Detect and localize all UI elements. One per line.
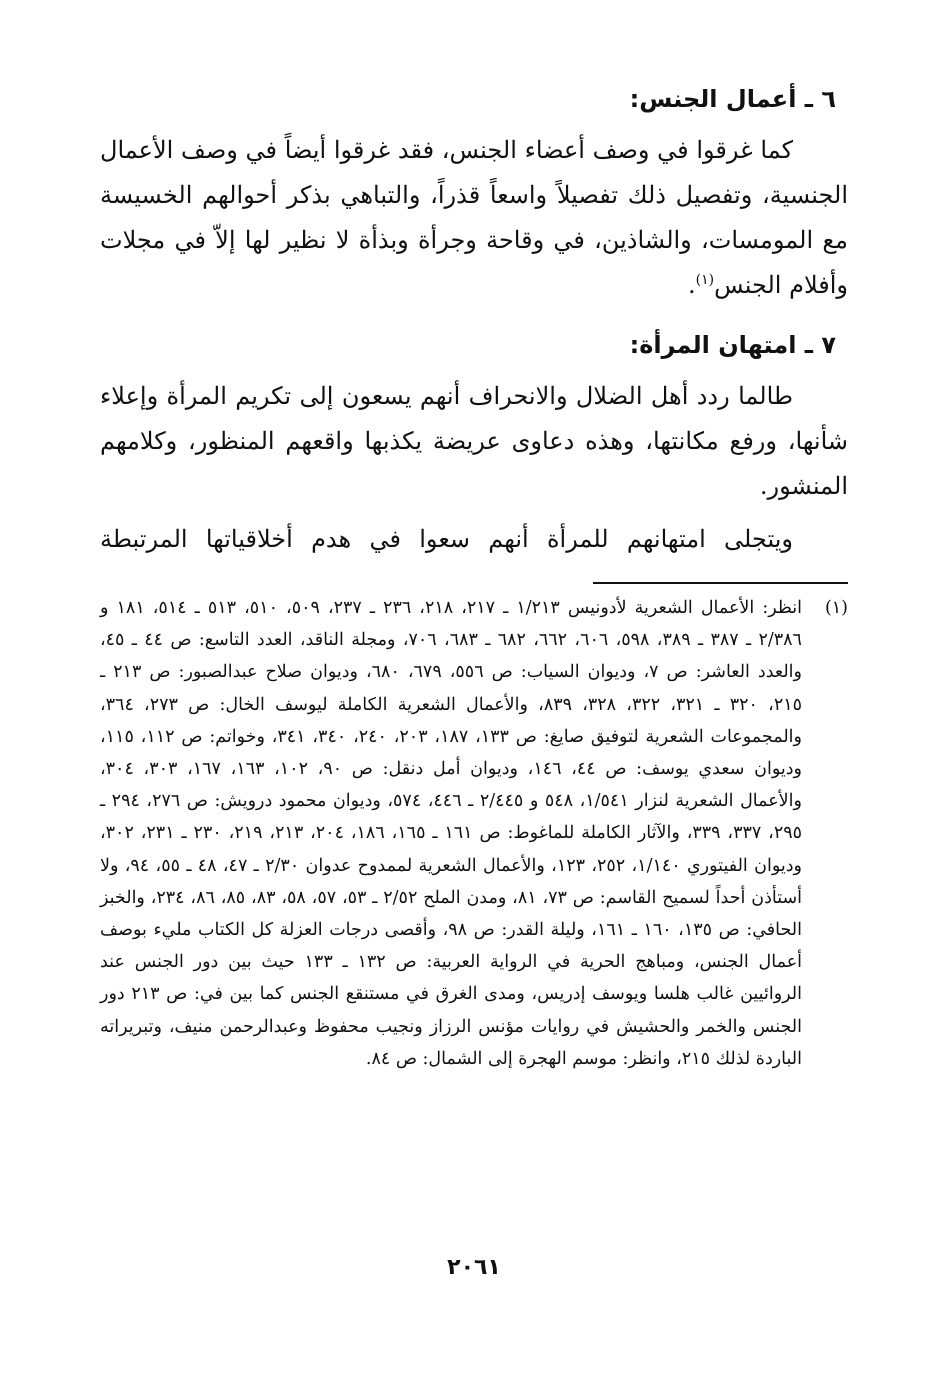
footnote <box>100 592 848 1075</box>
page-body <box>100 70 848 1075</box>
paragraph-women-claims: طالما ردد أهل الضلال والانحراف أنهم يسعون إلى تكريم المرأة وإعلاء شأنها، ورفع مكانتها، وهذه دعاوى عريضة يكذبها واقعهم المنظور، وكلامهم المنشور. <box>100 382 848 500</box>
page-number: ٢٠٦١ <box>447 1255 501 1280</box>
section-heading-sex-acts: ٦ ـ أعمال الجنس: <box>629 85 836 113</box>
paragraph-end-mark: . <box>688 271 696 299</box>
footnote-reference: (١) <box>695 272 715 288</box>
footnote-marker: (١) <box>824 598 848 618</box>
footnote-separator <box>593 582 848 584</box>
paragraph-women-continued: ويتجلى امتهانهم للمرأة أنهم سعوا في هدم أخلاقياتها المرتبطة <box>100 525 793 553</box>
paragraph-sex-acts <box>100 128 848 308</box>
footnote-text: انظر: الأعمال الشعرية لأدونيس ١/٢١٣ ـ ٢١٧، ٢١٨، ٢٣٦ ـ ٢٣٧، ٥٠٩، ٥١٠، ٥١٣ ـ ٥١٤، ١٨١ و ٢/٣٨٦ ـ ٣٨٧ ـ ٣٨٩، ٥٩٨، ٦٠٦، ٦٦٢، ٦٨٢ ـ ٦٨٣، ٧٠٦، ومجلة الناقد، العدد التاسع: ص ٤٤ ـ ٤٥، والعدد العاشر: ص ٧، وديوان السياب: ص ٥٥٦، ٦٧٩، ٦٨٠، وديوان صلاح عبدالصبور: ص ٢١٣ ـ ٢١٥، ٣٢٠ ـ ٣٢١، ٣٢٢، ٣٢٨، ٨٣٩، والأعمال الشعرية الكاملة ليوسف الخال: ص ٢٧٣، ٣٦٤، والمجموعات الشعرية لتوفيق صايغ: ص ١٣٣، ١٨٧، ٢٠٣، ٢٤٠، ٣٤٠، ٣٤١، وخواتم: ص ١١٢، ١١٥، وديوان سعدي يوسف: ص ٤٤، ١٤٦، وديوان أمل دنقل: ص ٩٠، ١٠٢، ١٦٣، ١٦٧، ٣٠٣، ٣٠٤، والأعمال الشعرية لنزار ١/٥٤١، ٥٤٨ و ٢/٤٤٥ ـ ٤٤٦، ٥٧٤، وديوان محمود درويش: ص ٢٧٦، ٢٩٤ ـ ٢٩٥، ٣٣٧، ٣٣٩، والآثار الكاملة للماغوط: ص ١٦١ ـ ١٦٥، ١٨٦، ٢٠٤، ٢١٣، ٢١٩، ٢٣٠ ـ ٢٣١، ٣٠٢، وديوان الفيتوري ١/١٤٠، ٢٥٢، ١٢٣، والأعمال الشعرية لممدوح عدوان ٢/٣٠ ـ ٤٧، ٤٨ ـ ٥٥، ٩٤، ولا أستأذن أحداً لسميح القاسم: ص ٧٣، ٨١، ومدن الملح ٢/٥٢ ـ ٥٣، ٥٧، ٥٨، ٨٣، ٨٥، ٨٦، ٢٣٤، والخبز الحافي: ص ١٣٥، ١٦٠ ـ ١٦١، وليلة القدر: ص ٩٨، وأقصى درجات العزلة كل الكتاب مليء بوصف أعمال الجنس، ومباهج الحرية في الرواية العربية: ص ١٣٢ ـ ١٣٣ حيث بين دور الجنس عند الروائيين غالب هلسا ويوسف إدريس، ومدى الغرق في مستنقع الجنس كما بين في: ص ٢١٣ دور الجنس والخمر والحشيش في روايات مؤنس الرزاز ونجيب محفوظ وعبدالرحمن منيف، وتبريراته الباردة لذلك ٢١٥، وانظر: موسم الهجرة إلى الشمال: ص ٨٤. <box>100 598 803 1069</box>
paragraph-text: كما غرقوا في وصف أعضاء الجنس، فقد غرقوا أيضاً في وصف الأعمال الجنسية، وتفصيل ذلك تفصيلاً واسعاً قذراً، والتباهي بذكر أحوالهم الخسيسة مع المومسات، والشاذين، في وقاحة وجرأة وبذأة لا نظير لها إلاّ في مجلات وأفلام الجنس <box>100 136 848 299</box>
section-heading-women: ٧ ـ امتهان المرأة: <box>629 331 836 359</box>
